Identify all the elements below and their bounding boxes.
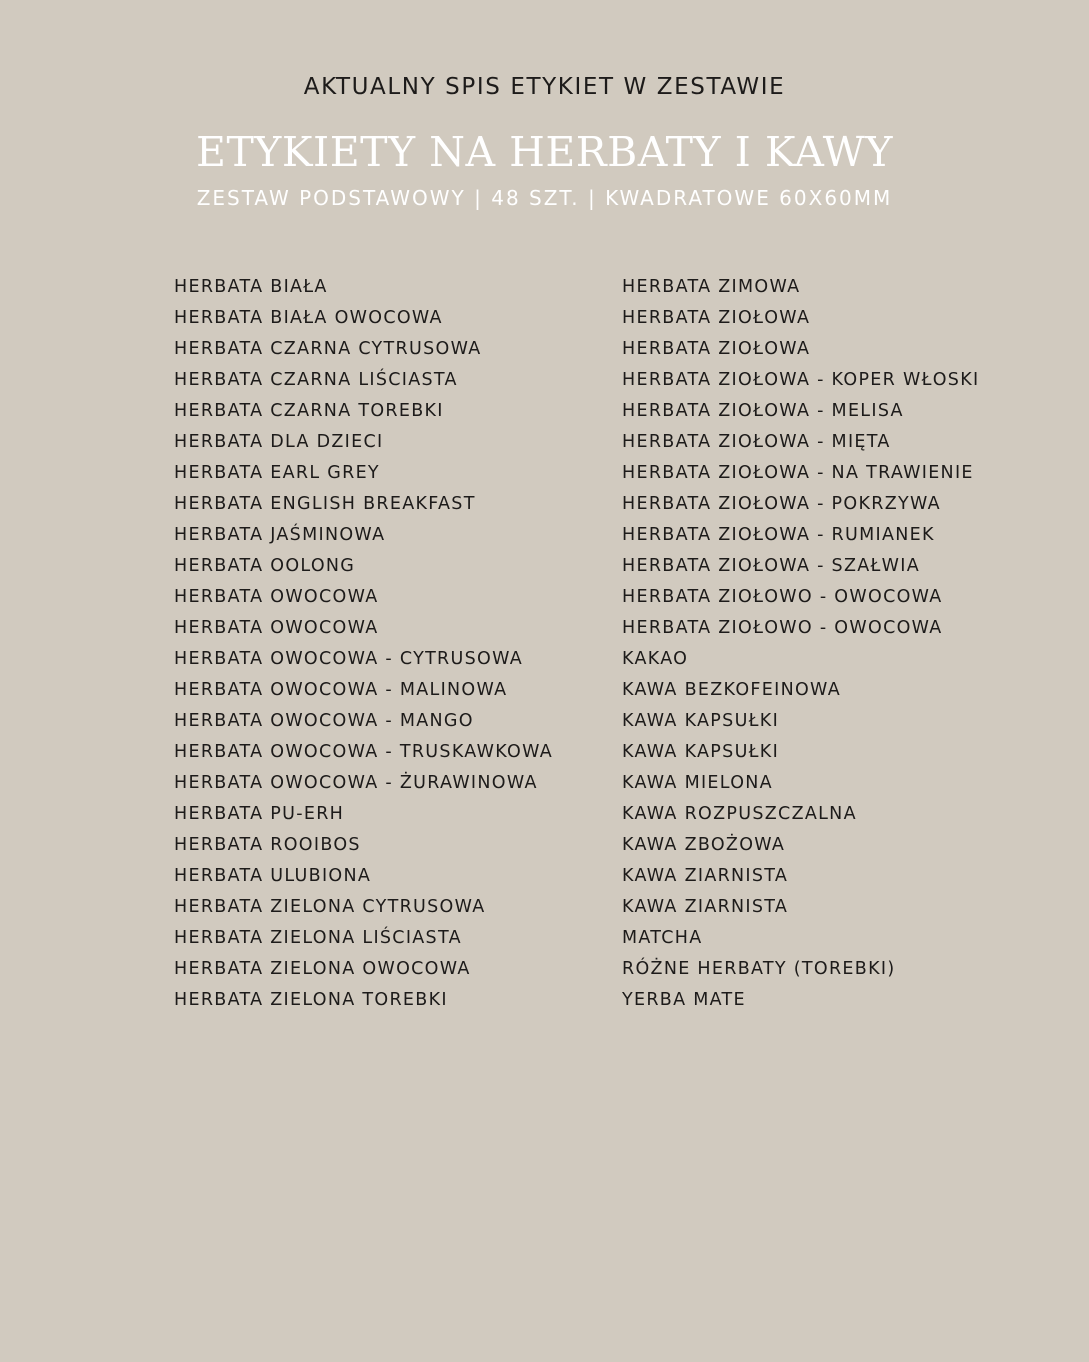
label-list-item: HERBATA OWOCOWA - TRUSKAWKOWA: [174, 742, 554, 762]
label-list-item: KAWA ROZPUSZCZALNA: [622, 804, 857, 824]
page-title: ETYKIETY NA HERBATY I KAWY: [196, 128, 893, 176]
label-list-item: MATCHA: [622, 928, 703, 948]
label-list-item: KAWA KAPSUŁKI: [622, 711, 780, 731]
label-list-item: KAKAO: [622, 649, 689, 669]
label-list-item: HERBATA OWOCOWA - MANGO: [174, 711, 474, 731]
page-subtitle: ZESTAW PODSTAWOWY | 48 SZT. | KWADRATOWE 60X60MM: [196, 186, 893, 210]
label-list-item: HERBATA BIAŁA OWOCOWA: [174, 308, 443, 328]
label-list-item: HERBATA ULUBIONA: [174, 866, 372, 886]
label-list-item: HERBATA ZIOŁOWO - OWOCOWA: [622, 618, 943, 638]
label-list-item: HERBATA ZIOŁOWA - POKRZYWA: [622, 494, 941, 514]
label-list-item: HERBATA OWOCOWA - CYTRUSOWA: [174, 649, 524, 669]
label-list-item: HERBATA EARL GREY: [174, 463, 380, 483]
label-list-item: HERBATA DLA DZIECI: [174, 432, 384, 452]
label-list-item: HERBATA ZIELONA OWOCOWA: [174, 959, 471, 979]
label-list-item: HERBATA BIAŁA: [174, 277, 328, 297]
label-list-item: KAWA ZIARNISTA: [622, 866, 789, 886]
label-list-item: HERBATA ZIMOWA: [622, 277, 801, 297]
label-list-item: YERBA MATE: [622, 990, 746, 1010]
label-list-item: KAWA KAPSUŁKI: [622, 742, 780, 762]
label-list-item: HERBATA CZARNA TOREBKI: [174, 401, 444, 421]
label-list-item: HERBATA ZIOŁOWA - KOPER WŁOSKI: [622, 370, 980, 390]
label-list-item: HERBATA ZIOŁOWO - OWOCOWA: [622, 587, 943, 607]
label-list-item: HERBATA ENGLISH BREAKFAST: [174, 494, 476, 514]
label-list-item: KAWA MIELONA: [622, 773, 773, 793]
label-list-item: HERBATA ZIOŁOWA - RUMIANEK: [622, 525, 935, 545]
label-list-item: KAWA BEZKOFEINOWA: [622, 680, 841, 700]
label-list-item: HERBATA ZIELONA LIŚCIASTA: [174, 928, 462, 948]
label-list-item: HERBATA OOLONG: [174, 556, 356, 576]
label-list-item: HERBATA ZIELONA CYTRUSOWA: [174, 897, 486, 917]
label-list-item: HERBATA ZIELONA TOREBKI: [174, 990, 448, 1010]
label-list-item: HERBATA ZIOŁOWA - NA TRAWIENIE: [622, 463, 974, 483]
label-list-item: HERBATA CZARNA CYTRUSOWA: [174, 339, 482, 359]
label-list-item: KAWA ZBOŻOWA: [622, 835, 786, 855]
label-list-left-column: [174, 273, 604, 1017]
label-list-item: HERBATA CZARNA LIŚCIASTA: [174, 370, 458, 390]
label-list-item: HERBATA OWOCOWA: [174, 587, 379, 607]
label-list-item: KAWA ZIARNISTA: [622, 897, 789, 917]
label-list-item: HERBATA ROOIBOS: [174, 835, 361, 855]
label-list-item: HERBATA OWOCOWA - ŻURAWINOWA: [174, 773, 538, 793]
label-list-item: HERBATA ZIOŁOWA - MIĘTA: [622, 432, 891, 452]
label-list-item: HERBATA JAŚMINOWA: [174, 525, 386, 545]
label-list-item: HERBATA ZIOŁOWA - MELISA: [622, 401, 904, 421]
label-list-item: HERBATA PU-ERH: [174, 804, 345, 824]
label-list-item: HERBATA ZIOŁOWA: [622, 308, 811, 328]
label-list-item: HERBATA OWOCOWA: [174, 618, 379, 638]
label-list-item: RÓŻNE HERBATY (TOREBKI): [622, 959, 896, 979]
label-list-item: HERBATA ZIOŁOWA - SZAŁWIA: [622, 556, 920, 576]
label-list-right-column: [622, 273, 1062, 1017]
eyebrow-heading: AKTUALNY SPIS ETYKIET W ZESTAWIE: [303, 74, 786, 100]
label-list-item: HERBATA OWOCOWA - MALINOWA: [174, 680, 508, 700]
label-list-item: HERBATA ZIOŁOWA: [622, 339, 811, 359]
